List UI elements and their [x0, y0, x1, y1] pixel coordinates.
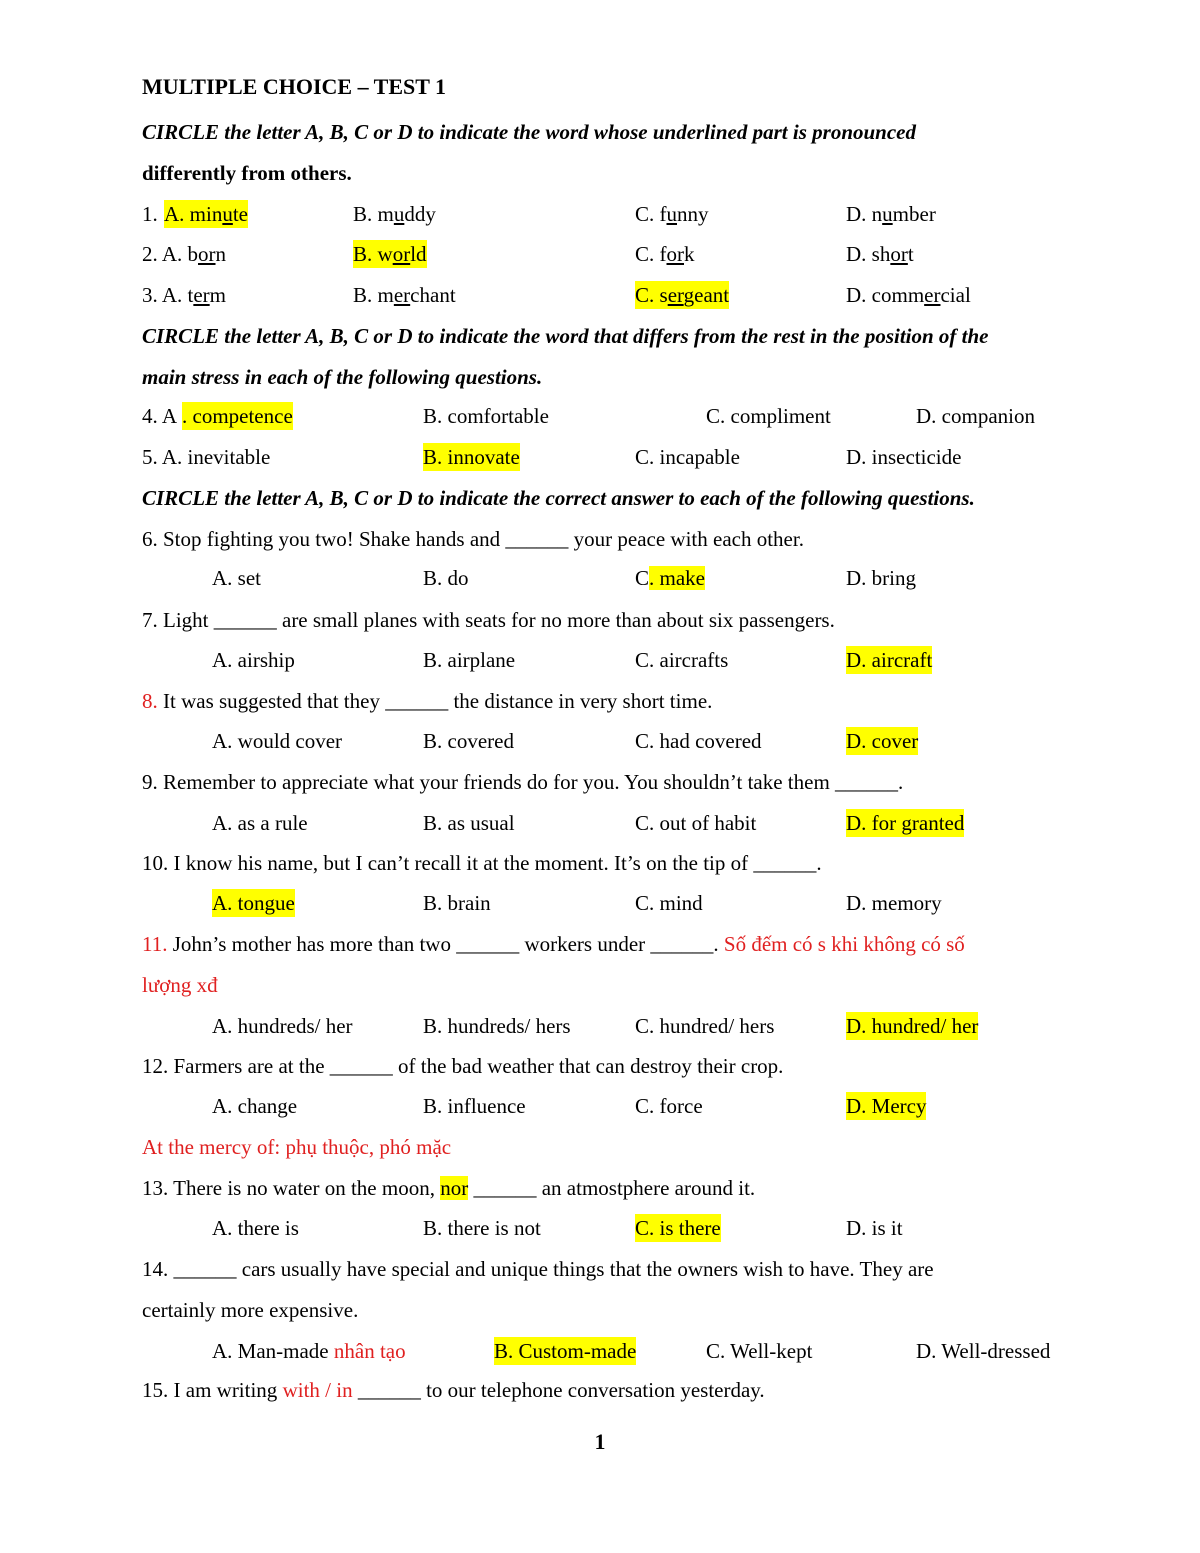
q12-option-d: D. Mercy: [846, 1094, 927, 1118]
q10-option-b: B. brain: [423, 891, 491, 915]
q14-option-c: C. Well-kept: [706, 1339, 813, 1363]
question-6-options: [0, 564, 1200, 592]
q11-option-a: A. hundreds/ her: [212, 1014, 353, 1038]
question-9-options: [0, 809, 1200, 837]
q6-stem: 6. Stop fighting you two! Shake hands and ______ your peace with each other.: [142, 527, 804, 551]
question-13-options: [0, 1214, 1200, 1242]
q10-option-d: D. memory: [846, 891, 942, 915]
q13-option-b: B. there is not: [423, 1216, 541, 1240]
q9-option-d: D. for granted: [846, 811, 965, 835]
q4-option-d: D. companion: [916, 404, 1035, 428]
q1-option-b: B. muddy: [353, 202, 436, 226]
q4-number: 4. A: [142, 404, 178, 428]
q11-note: Số đếm có s khi không có số: [723, 932, 965, 956]
q8-stem: 8. It was suggested that they ______ the distance in very short time.: [142, 689, 713, 713]
question-3: [0, 281, 1200, 309]
q11-option-d: D. hundred/ her: [846, 1014, 979, 1038]
q14-stem: 14. ______ cars usually have special and unique things that the owners wish to have. They are: [142, 1257, 934, 1281]
instruction-correct-answer: CIRCLE the letter A, B, C or D to indicate the correct answer to each of the following questions.: [142, 486, 975, 510]
q8-option-d: D. cover: [846, 729, 919, 753]
q7-option-c: C. aircrafts: [635, 648, 729, 672]
q4-option-c: C. compliment: [706, 404, 831, 428]
question-11-options: [0, 1012, 1200, 1040]
q7-stem: 7. Light ______ are small planes with seats for no more than about six passengers.: [142, 608, 835, 632]
q4-option-b: B. comfortable: [423, 404, 549, 428]
q13-option-c: C. is there: [635, 1216, 721, 1240]
q1-option-a: A. minute: [164, 202, 248, 226]
question-8-options: [0, 727, 1200, 755]
q8-option-c: C. had covered: [635, 729, 762, 753]
q5-option-b: B. innovate: [423, 445, 520, 469]
page-number: 1: [594, 1429, 606, 1454]
q12-note: At the mercy of: phụ thuộc, phó mặc: [142, 1135, 452, 1159]
q11-option-b: B. hundreds/ hers: [423, 1014, 571, 1038]
question-4: [0, 402, 1200, 430]
q6-option-c: C. make: [635, 566, 705, 590]
instruction-stress-cont: main stress in each of the following questions.: [142, 365, 543, 389]
q5-option-d: D. insecticide: [846, 445, 962, 469]
page-title: MULTIPLE CHOICE – TEST 1: [142, 74, 447, 99]
q11-note-cont: lượng xđ: [142, 973, 218, 997]
q11-stem: 11. John’s mother has more than two ______ workers under ______. Số đếm có s khi không có số: [142, 932, 965, 956]
q15-stem: 15. I am writing with / in ______ to our telephone conversation yesterday.: [142, 1378, 765, 1402]
q7-option-a: A. airship: [212, 648, 295, 672]
instruction-stress: CIRCLE the letter A, B, C or D to indicate the word that differs from the rest in the position of the: [142, 324, 989, 348]
q8-option-b: B. covered: [423, 729, 514, 753]
question-14-options: [0, 1337, 1200, 1365]
instruction-pronunciation: CIRCLE the letter A, B, C or D to indicate the word whose underlined part is pronounced: [142, 120, 916, 144]
q10-option-c: C. mind: [635, 891, 703, 915]
q3-option-d: D. commercial: [846, 283, 971, 307]
q1-option-c: C. funny: [635, 202, 709, 226]
q9-option-c: C. out of habit: [635, 811, 757, 835]
q7-option-d: D. aircraft: [846, 648, 933, 672]
q14-stem-cont: certainly more expensive.: [142, 1298, 359, 1322]
q3-option-a: 3. A. term: [142, 283, 227, 307]
q14-note: nhân tạo: [333, 1339, 406, 1363]
q11-option-c: C. hundred/ hers: [635, 1014, 775, 1038]
q2-option-d: D. short: [846, 242, 914, 266]
question-7-options: [0, 646, 1200, 674]
question-1: [0, 200, 1200, 228]
q7-option-b: B. airplane: [423, 648, 516, 672]
q14-option-b: B. Custom-made: [494, 1339, 637, 1363]
q1-option-d: D. number: [846, 202, 936, 226]
q13-stem: 13. There is no water on the moon, nor ______ an atmostphere around it.: [142, 1176, 756, 1200]
q12-option-b: B. influence: [423, 1094, 526, 1118]
q9-option-a: A. as a rule: [212, 811, 308, 835]
q2-option-a: 2. A. born: [142, 242, 227, 266]
q6-option-d: D. bring: [846, 566, 916, 590]
q2-option-c: C. fork: [635, 242, 695, 266]
question-2: [0, 240, 1200, 268]
instruction-pronunciation-cont: differently from others.: [142, 161, 352, 185]
q6-option-a: A. set: [212, 566, 261, 590]
q12-option-a: A. change: [212, 1094, 298, 1118]
q10-option-a: A. tongue: [212, 891, 295, 915]
q14-option-a: A. Man-made nhân tạo: [212, 1339, 406, 1363]
q2-option-b: B. world: [353, 242, 427, 266]
q9-stem: 9. Remember to appreciate what your friends do for you. You shouldn’t take them ______.: [142, 770, 904, 794]
q1-number: 1.: [142, 202, 158, 226]
q12-option-c: C. force: [635, 1094, 703, 1118]
q6-option-b: B. do: [423, 566, 469, 590]
q9-option-b: B. as usual: [423, 811, 515, 835]
q5-option-a: 5. A. inevitable: [142, 445, 271, 469]
q8-option-a: A. would cover: [212, 729, 343, 753]
q12-stem: 12. Farmers are at the ______ of the bad weather that can destroy their crop.: [142, 1054, 784, 1078]
q5-option-c: C. incapable: [635, 445, 740, 469]
question-10-options: [0, 889, 1200, 917]
question-5: [0, 443, 1200, 471]
q3-option-c: C. sergeant: [635, 283, 730, 307]
q10-stem: 10. I know his name, but I can’t recall it at the moment. It’s on the tip of ______.: [142, 851, 822, 875]
q13-option-d: D. is it: [846, 1216, 903, 1240]
q14-option-d: D. Well-dressed: [916, 1339, 1051, 1363]
q4-option-a: . competence: [182, 404, 293, 428]
q3-option-b: B. merchant: [353, 283, 456, 307]
q13-option-a: A. there is: [212, 1216, 299, 1240]
question-12-options: [0, 1092, 1200, 1120]
